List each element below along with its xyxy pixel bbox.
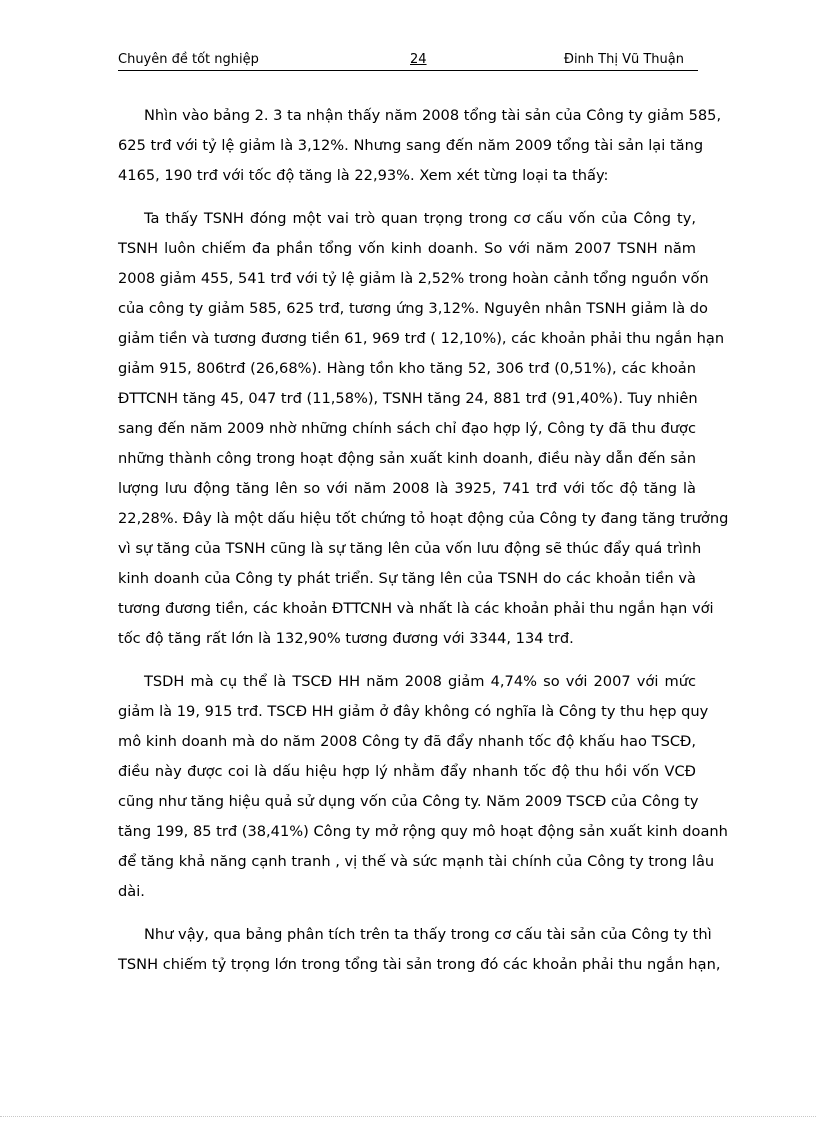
text-line: 4165, 190 trđ với tốc độ tăng là 22,93%. Xem xét từng loại ta thấy:	[118, 167, 609, 184]
text-line: TSDH mà cụ thể là TSCĐ HH năm 2008 giảm 4,74% so với 2007 với mức	[144, 673, 696, 690]
header-document-type: Chuyên đề tốt nghiệp	[118, 52, 259, 67]
text-line: mô kinh doanh mà do năm 2008 Công ty đã đẩy nhanh tốc độ khấu hao TSCĐ,	[118, 733, 696, 750]
header-author: Đinh Thị Vũ Thuận	[563, 52, 684, 67]
text-line: giảm tiền và tương đương tiền 61, 969 trđ ( 12,10%), các khoản phải thu ngắn hạn	[118, 330, 725, 347]
text-line: tốc độ tăng rất lớn là 132,90% tương đương với 3344, 134 trđ.	[118, 630, 574, 647]
text-line: giảm 915, 806trđ (26,68%). Hàng tồn kho tăng 52, 306 trđ (0,51%), các khoản	[118, 360, 696, 377]
text-line: điều này được coi là dấu hiệu hợp lý nhằm đẩy nhanh tốc độ thu hồi vốn VCĐ	[118, 763, 696, 780]
text-line: những thành công trong hoạt động sản xuất kinh doanh, điều này dẫn đến sản	[118, 450, 696, 467]
paragraph	[118, 667, 728, 907]
page-header	[118, 50, 698, 71]
text-line: lượng lưu động tăng lên so với năm 2008 là 3925, 741 trđ với tốc độ tăng là	[118, 480, 696, 497]
text-line: 625 trđ với tỷ lệ giảm là 3,12%. Nhưng sang đến năm 2009 tổng tài sản lại tăng	[118, 137, 704, 154]
body-text	[118, 101, 729, 993]
text-line: 22,28%. Đây là một dấu hiệu tốt chứng tỏ hoạt động của Công ty đang tăng trưởng	[118, 510, 729, 527]
paragraph	[118, 101, 722, 191]
page-bottom-rule	[0, 1116, 816, 1117]
text-line: Nhìn vào bảng 2. 3 ta nhận thấy năm 2008 tổng tài sản của Công ty giảm 585,	[144, 107, 722, 124]
paragraph	[118, 204, 729, 654]
page-number: 24	[410, 52, 427, 67]
text-line: giảm là 19, 915 trđ. TSCĐ HH giảm ở đây không có nghĩa là Công ty thu hẹp quy	[118, 703, 709, 720]
text-line: TSNH luôn chiếm đa phần tổng vốn kinh doanh. So với năm 2007 TSNH năm	[118, 240, 696, 257]
text-line: dài.	[118, 883, 145, 900]
text-line: kinh doanh của Công ty phát triển. Sự tăng lên của TSNH do các khoản tiền và	[118, 570, 696, 587]
text-line: Như vậy, qua bảng phân tích trên ta thấy trong cơ cấu tài sản của Công ty thì	[144, 926, 712, 943]
text-line: của công ty giảm 585, 625 trđ, tương ứng 3,12%. Nguyên nhân TSNH giảm là do	[118, 300, 708, 317]
text-line: cũng như tăng hiệu quả sử dụng vốn của Công ty. Năm 2009 TSCĐ của Công ty	[118, 793, 699, 810]
text-line: Ta thấy TSNH đóng một vai trò quan trọng trong cơ cấu vốn của Công ty,	[144, 210, 696, 227]
text-line: 2008 giảm 455, 541 trđ với tỷ lệ giảm là 2,52% trong hoàn cảnh tổng nguồn vốn	[118, 270, 709, 287]
text-line: tăng 199, 85 trđ (38,41%) Công ty mở rộng quy mô hoạt động sản xuất kinh doanh	[118, 823, 728, 840]
text-line: TSNH chiếm tỷ trọng lớn trong tổng tài sản trong đó các khoản phải thu ngắn hạn,	[118, 956, 721, 973]
text-line: sang đến năm 2009 nhờ những chính sách chỉ đạo hợp lý, Công ty đã thu được	[118, 420, 696, 437]
text-line: vì sự tăng của TSNH cũng là sự tăng lên của vốn lưu động sẽ thúc đẩy quá trình	[118, 540, 702, 557]
paragraph	[118, 920, 721, 980]
text-line: để tăng khả năng cạnh tranh , vị thế và sức mạnh tài chính của Công ty trong lâu	[118, 853, 715, 870]
text-line: tương đương tiền, các khoản ĐTTCNH và nhất là các khoản phải thu ngắn hạn với	[118, 600, 714, 617]
text-line: ĐTTCNH tăng 45, 047 trđ (11,58%), TSNH tăng 24, 881 trđ (91,40%). Tuy nhiên	[118, 390, 698, 407]
